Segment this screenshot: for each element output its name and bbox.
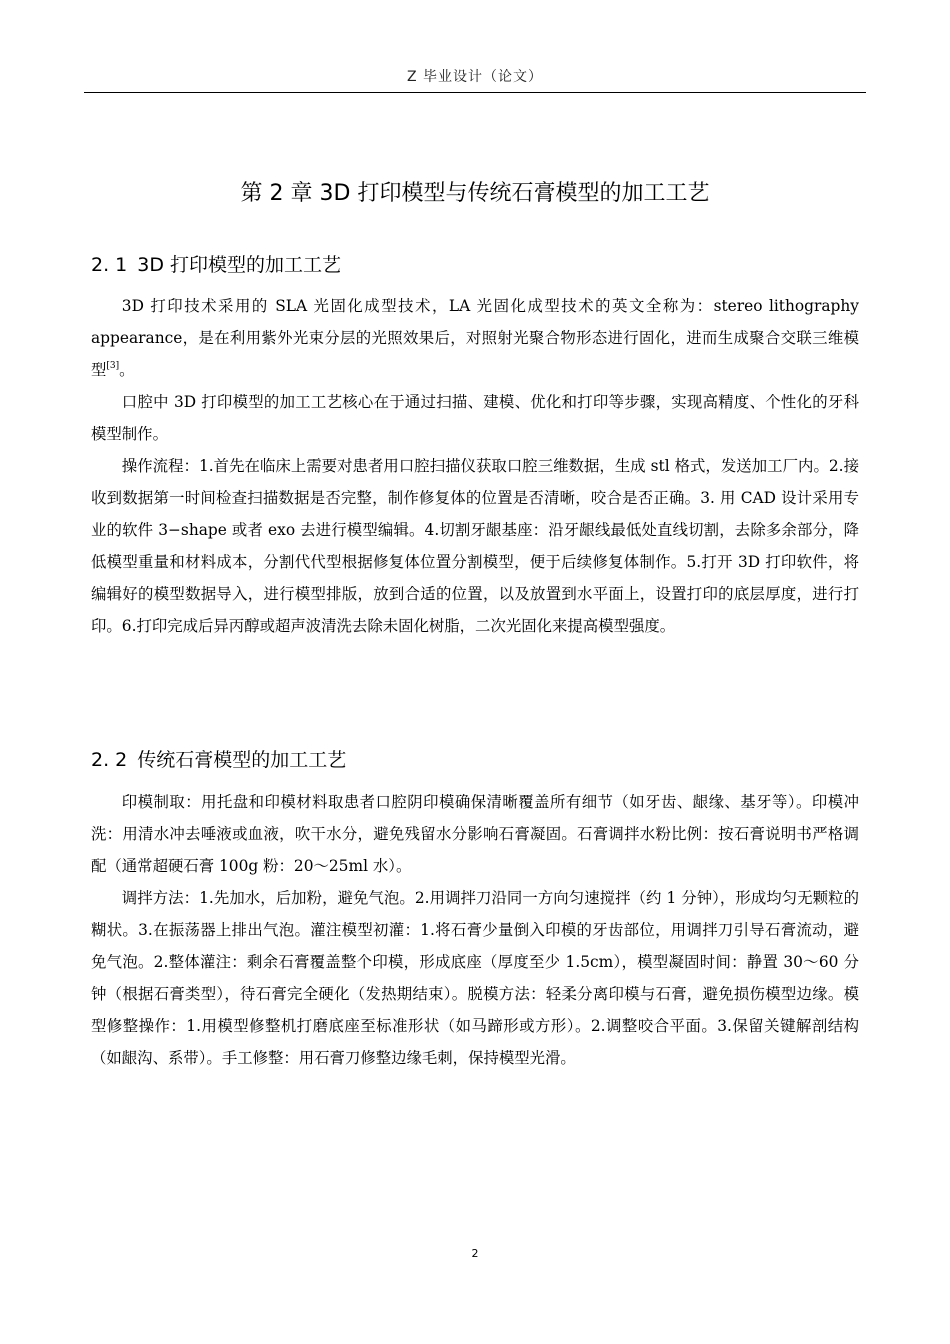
paragraph: 印模制取：用托盘和印模材料取患者口腔阴印模确保清晰覆盖所有细节（如牙齿、龈缘、基牙等）。印模冲洗：用清水冲去唾液或血液，吹干水分，避免残留水分影响石膏凝固。石膏调拌水粉比例：按石膏说明书严格调配（通常超硬石膏 100g 粉：20～25ml 水）。 xyxy=(91,793,859,875)
section-heading-2-2 xyxy=(91,746,346,774)
citation-marker: [3] xyxy=(106,361,120,371)
section-number: 2. 2 xyxy=(91,749,128,771)
header-rule xyxy=(84,92,866,93)
section-title: 传统石膏模型的加工工艺 xyxy=(137,749,347,771)
section-number: 2. 1 xyxy=(91,254,128,276)
section-2-1-body xyxy=(91,290,859,642)
paragraph xyxy=(91,290,859,386)
running-header: Z 毕业设计（论文） xyxy=(406,69,544,85)
paragraph-text: 3D 打印技术采用的 SLA 光固化成型技术，LA 光固化成型技术的英文全称为：stereo lithography appearance，是在利用紫外光束分层的光照效果后，对照射光聚合物形态进行固化，进而生成聚合交联三维模型 xyxy=(91,297,859,379)
paragraph: 调拌方法：1.先加水，后加粉，避免气泡。2.用调拌刀沿同一方向匀速搅拌（约 1 分钟），形成均匀无颗粒的糊状。3.在振荡器上排出气泡。灌注模型初灌：1.将石膏少量倒入印模的牙齿部位，用调拌刀引导石膏流动，避免气泡。2.整体灌注：剩余石膏覆盖整个印模，形成底座（厚度至少 1.5cm），模型凝固时间：静置 30～60 分钟（根据石膏类型），待石膏完全硬化（发热期结束）。脱模方法：轻柔分离印模与石膏，避免损伤模型边缘。模型修整操作：1.用模型修整机打磨底座至标准形状（如马蹄形或方形）。2.调整咬合平面。3.保留关键解剖结构（如龈沟、系带）。手工修整：用石膏刀修整边缘毛刺，保持模型光滑。 xyxy=(91,889,859,1067)
page-number: 2 xyxy=(471,1247,479,1260)
chapter-title: 第 2 章 3D 打印模型与传统石膏模型的加工工艺 xyxy=(240,181,710,206)
paragraph-tail: 。 xyxy=(119,361,135,379)
section-2-2-body xyxy=(91,786,859,1074)
paragraph: 口腔中 3D 打印模型的加工工艺核心在于通过扫描、建模、优化和打印等步骤，实现高精度、个性化的牙科模型制作。 xyxy=(91,393,859,443)
paragraph: 操作流程：1.首先在临床上需要对患者用口腔扫描仪获取口腔三维数据，生成 stl 格式，发送加工厂内。2.接收到数据第一时间检查扫描数据是否完整，制作修复体的位置是否清晰，咬合是否正确。3. 用 CAD 设计采用专业的软件 3−shape 或者 exo 去进行模型编辑。4.切割牙龈基座：沿牙龈线最低处直线切割，去除多余部分，降低模型重量和材料成本，分割代代型根据修复体位置分割模型，便于后续修复体制作。5.打开 3D 打印软件，将编辑好的模型数据导入，进行模型排版，放到合适的位置，以及放置到水平面上，设置打印的底层厚度，进行打印。6.打印完成后异丙醇或超声波清洗去除未固化树脂，二次光固化来提高模型强度。 xyxy=(91,457,859,635)
section-title: 3D 打印模型的加工工艺 xyxy=(137,254,342,276)
section-heading-2-1 xyxy=(91,251,341,279)
